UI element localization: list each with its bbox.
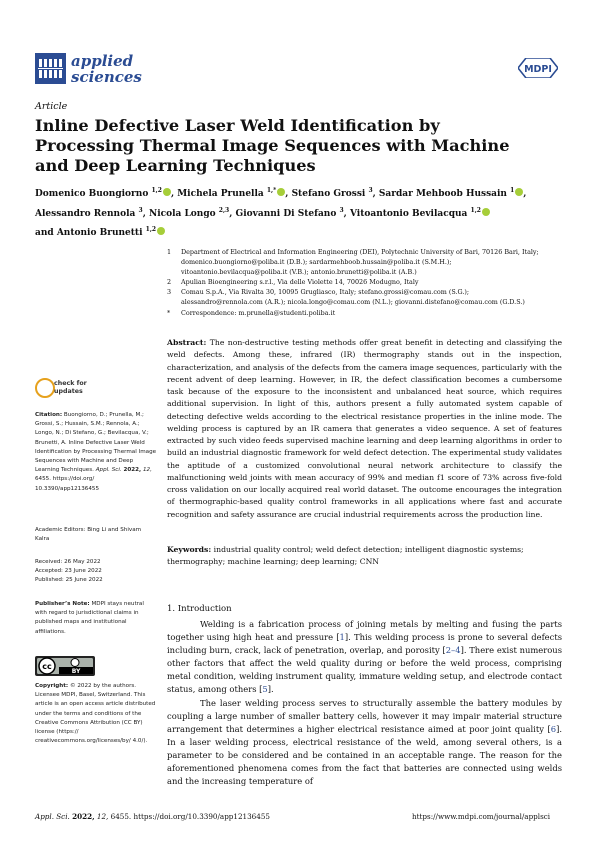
- orcid-icon[interactable]: [157, 227, 165, 235]
- author-line-2: Alessandro Rennola $^3$, Nicola Longo $^{2,3}$, Giovanni Di Stefano $^3$, Vitoantonio Bevilacqua $^{1,2}$: [35, 203, 555, 223]
- citation: Citation: Buongiorno, D.; Prunella, M.; Grossi, S.; Hussain, S.M.; Rennola, A.; Longo, N.; Di Stefano, G.; Bevilacqua, V.; Brunetti, A. Inline Defective Laser Weld Identification by Processing Thermal Image Sequences with Machine and Deep Learning Techniques. Appl. Sci. 2022, 12, 6455. https://doi.org/ 10.3390/app12136455: [35, 412, 157, 492]
- abstract: [167, 337, 562, 521]
- citation-link[interactable]: 6: [550, 723, 557, 734]
- correspondence: * Correspondence: m.prunella@studenti.poliba.it: [167, 308, 336, 317]
- svg-text:BY: BY: [71, 668, 81, 676]
- copyright: Copyright: © 2022 by the authors. Licensee MDPI, Basel, Switzerland. This article is an open access article distributed under the terms and conditions of the Creative Commons Attribution (CC BY) license (https:// creativecommons.org/licenses/by/ 4.0/).: [35, 683, 156, 745]
- abstract-label: Abstract:: [167, 338, 207, 347]
- journal-logo-icon: [35, 53, 66, 84]
- mdpi-logo: [518, 58, 558, 78]
- publisher-note: Publisher’s Note: MDPI stays neutral with regard to jurisdictional claims in published maps and institutional affiliations.: [35, 601, 144, 635]
- author-name: Alessandro Rennola: [35, 208, 136, 219]
- dates: [35, 558, 157, 586]
- citation-link[interactable]: 1: [339, 632, 345, 643]
- published-date: Published: 25 June 2022: [35, 577, 103, 584]
- orcid-icon[interactable]: [163, 188, 171, 196]
- check-icon: [35, 378, 55, 398]
- citation-link[interactable]: 2–4: [445, 645, 461, 656]
- author-name: Nicola Longo: [148, 208, 216, 219]
- academic-editors: Academic Editors: Bing Li and Shivam Kalra: [35, 527, 142, 543]
- accepted-date: Accepted: 23 June 2022: [35, 568, 102, 575]
- article-title: Inline Defective Laser Weld Identification by Processing Thermal Image Sequences with Machine and Deep Learning Techniques: [35, 116, 510, 175]
- author-name: Vitoantonio Bevilacqua: [349, 208, 468, 219]
- author-name: Sardar Mehboob Hussain: [378, 189, 507, 199]
- svg-text:cc: cc: [42, 662, 52, 671]
- section-heading-introduction: 1. Introduction: [167, 604, 232, 614]
- orcid-icon[interactable]: [277, 188, 285, 196]
- author-name: Domenico Buongiorno: [35, 189, 149, 199]
- orcid-icon[interactable]: [515, 188, 523, 196]
- affiliation-2: 2 Apulian Bioengineering s.r.l., Via delle Violette 14, 70026 Modugno, Italy: [167, 278, 419, 287]
- affiliation-3: 3 Comau S.p.A., Via Rivalta 30, 10095 Grugliasco, Italy; stefano.grossi@comau.com (S.G.); alessandro@rennola.com (A.R.); nicola.longo@comau.com (N.L.); giovanni.distefano@comau.com (G.D.S.): [167, 288, 525, 307]
- keywords-label: Keywords:: [167, 545, 212, 554]
- citation-link[interactable]: 5: [262, 684, 268, 695]
- author-name: Antonio Brunetti: [56, 228, 143, 238]
- mdpi-logo-text: MDPI: [524, 64, 552, 75]
- keywords: [167, 544, 562, 569]
- author-name: Stefano Grossi: [291, 189, 366, 199]
- affiliations: [167, 247, 567, 318]
- journal-logo: [35, 53, 66, 84]
- cc-by-icon: [35, 656, 95, 676]
- received-date: Received: 26 May 2022: [35, 559, 101, 565]
- abstract-text: The non-destructive testing methods offer great benefit in detecting and classifying the weld defects. Among these, infrared (IR) thermography stands out in the inspection, characterization, and analysis of the defects from the camera image sequences, particularly with the recent advent of deep learning. However, in IR, the defect classification becomes a cumbersome task because of the exposure to the inconsistent and unbalanced heat source, which requires additional supervision. In light of this, authors present a fully automated system capable of detecting defective welds according to the electrical resistance properties in the inline mode. The welding process is captured by an IR camera that generates a video sequence. A set of features extracted by such video feeds supervised machine learning and deep learning algorithms in order to build an industrial diagnostic framework for weld defect detection. The experimental study validates the aptitude of a customized convolutional neural network architecture to classify the malfunctioning weld joints with mean accuracy of 99% and median f1 score of 73% across five-fold cross validation on our locally acquired real world dataset. The outcome encourages the integration of thermographic-based quality control frameworks in all applications where fast and accurate recognition and safety assurance are crucial industrial requirements across the production line.: [167, 338, 562, 519]
- introduction-body: [167, 618, 562, 788]
- orcid-icon[interactable]: [482, 208, 490, 216]
- footer-journal-url[interactable]: https://www.mdpi.com/journal/applsci: [412, 812, 551, 821]
- author-line-3: and Antonio Brunetti $^{1,2}$: [35, 222, 555, 242]
- article-type: Article: [35, 101, 68, 112]
- journal-name-line1: applied: [71, 52, 134, 70]
- keywords-text: industrial quality control; weld defect detection; intelligent diagnostic systems; thermography; machine learning; deep learning; CNN: [167, 545, 524, 567]
- affiliation-1: 1 Department of Electrical and Information Engineering (DEI), Polytechnic University of Bari, 70126 Bari, Italy; domenico.buongiorno@poliba.it (D.B.); sardarmehboob.hussain@poliba.it (S.M.H.); vitoantonio.bevilacqua@poliba.it (V.B.); antonio.brunetti@poliba.it (A.B.): [167, 248, 539, 277]
- paragraph: The laser welding process serves to structurally assemble the battery modules by coupling a large number of smaller battery cells, however it may impair material structure arrangement that determines a higher electrical resistance aimed at poor joint quality [6]. In a laser welding process, electrical resistance of the weld, among several others, is a parameter to be considered and be contained in an acceptable range. The reason for the aforementioned phenomena comes from the fact that batteries are connected using welds and the increasing temperature of: [167, 697, 562, 787]
- author-name: Giovanni Di Stefano: [235, 208, 337, 219]
- author-name: Michela Prunella: [177, 189, 264, 199]
- journal-name-line2: sciences: [71, 68, 142, 86]
- journal-name: [71, 53, 142, 85]
- check-for-updates[interactable]: check for updates: [35, 378, 115, 400]
- mdpi-logo-icon: [518, 58, 558, 78]
- paragraph: Welding is a fabrication process of joining metals by melting and fusing the parts together using high heat and pressure [1]. This welding process is prone to several defects including burn, crack, lack of penetration, overlap, and porosity [2–4]. There exist numerous other factors that affect the weld quality during or before the weld process, comprising metal condition, welding instrument quality, immature welding setup, and electrode contact status, among others [5].: [167, 619, 562, 695]
- author-line-1: Domenico Buongiorno $^{1,2}$ , Michela Prunella $^{1,*}$ , Stefano Grossi $^3$, Sardar Mehboob Hussain $^1$ ,: [35, 187, 527, 199]
- footer-citation: Appl. Sci. 2022, 12, 6455. https://doi.org/10.3390/app12136455: [35, 812, 270, 821]
- author-list: [35, 183, 555, 242]
- cc-by-license-badge[interactable]: [35, 656, 95, 676]
